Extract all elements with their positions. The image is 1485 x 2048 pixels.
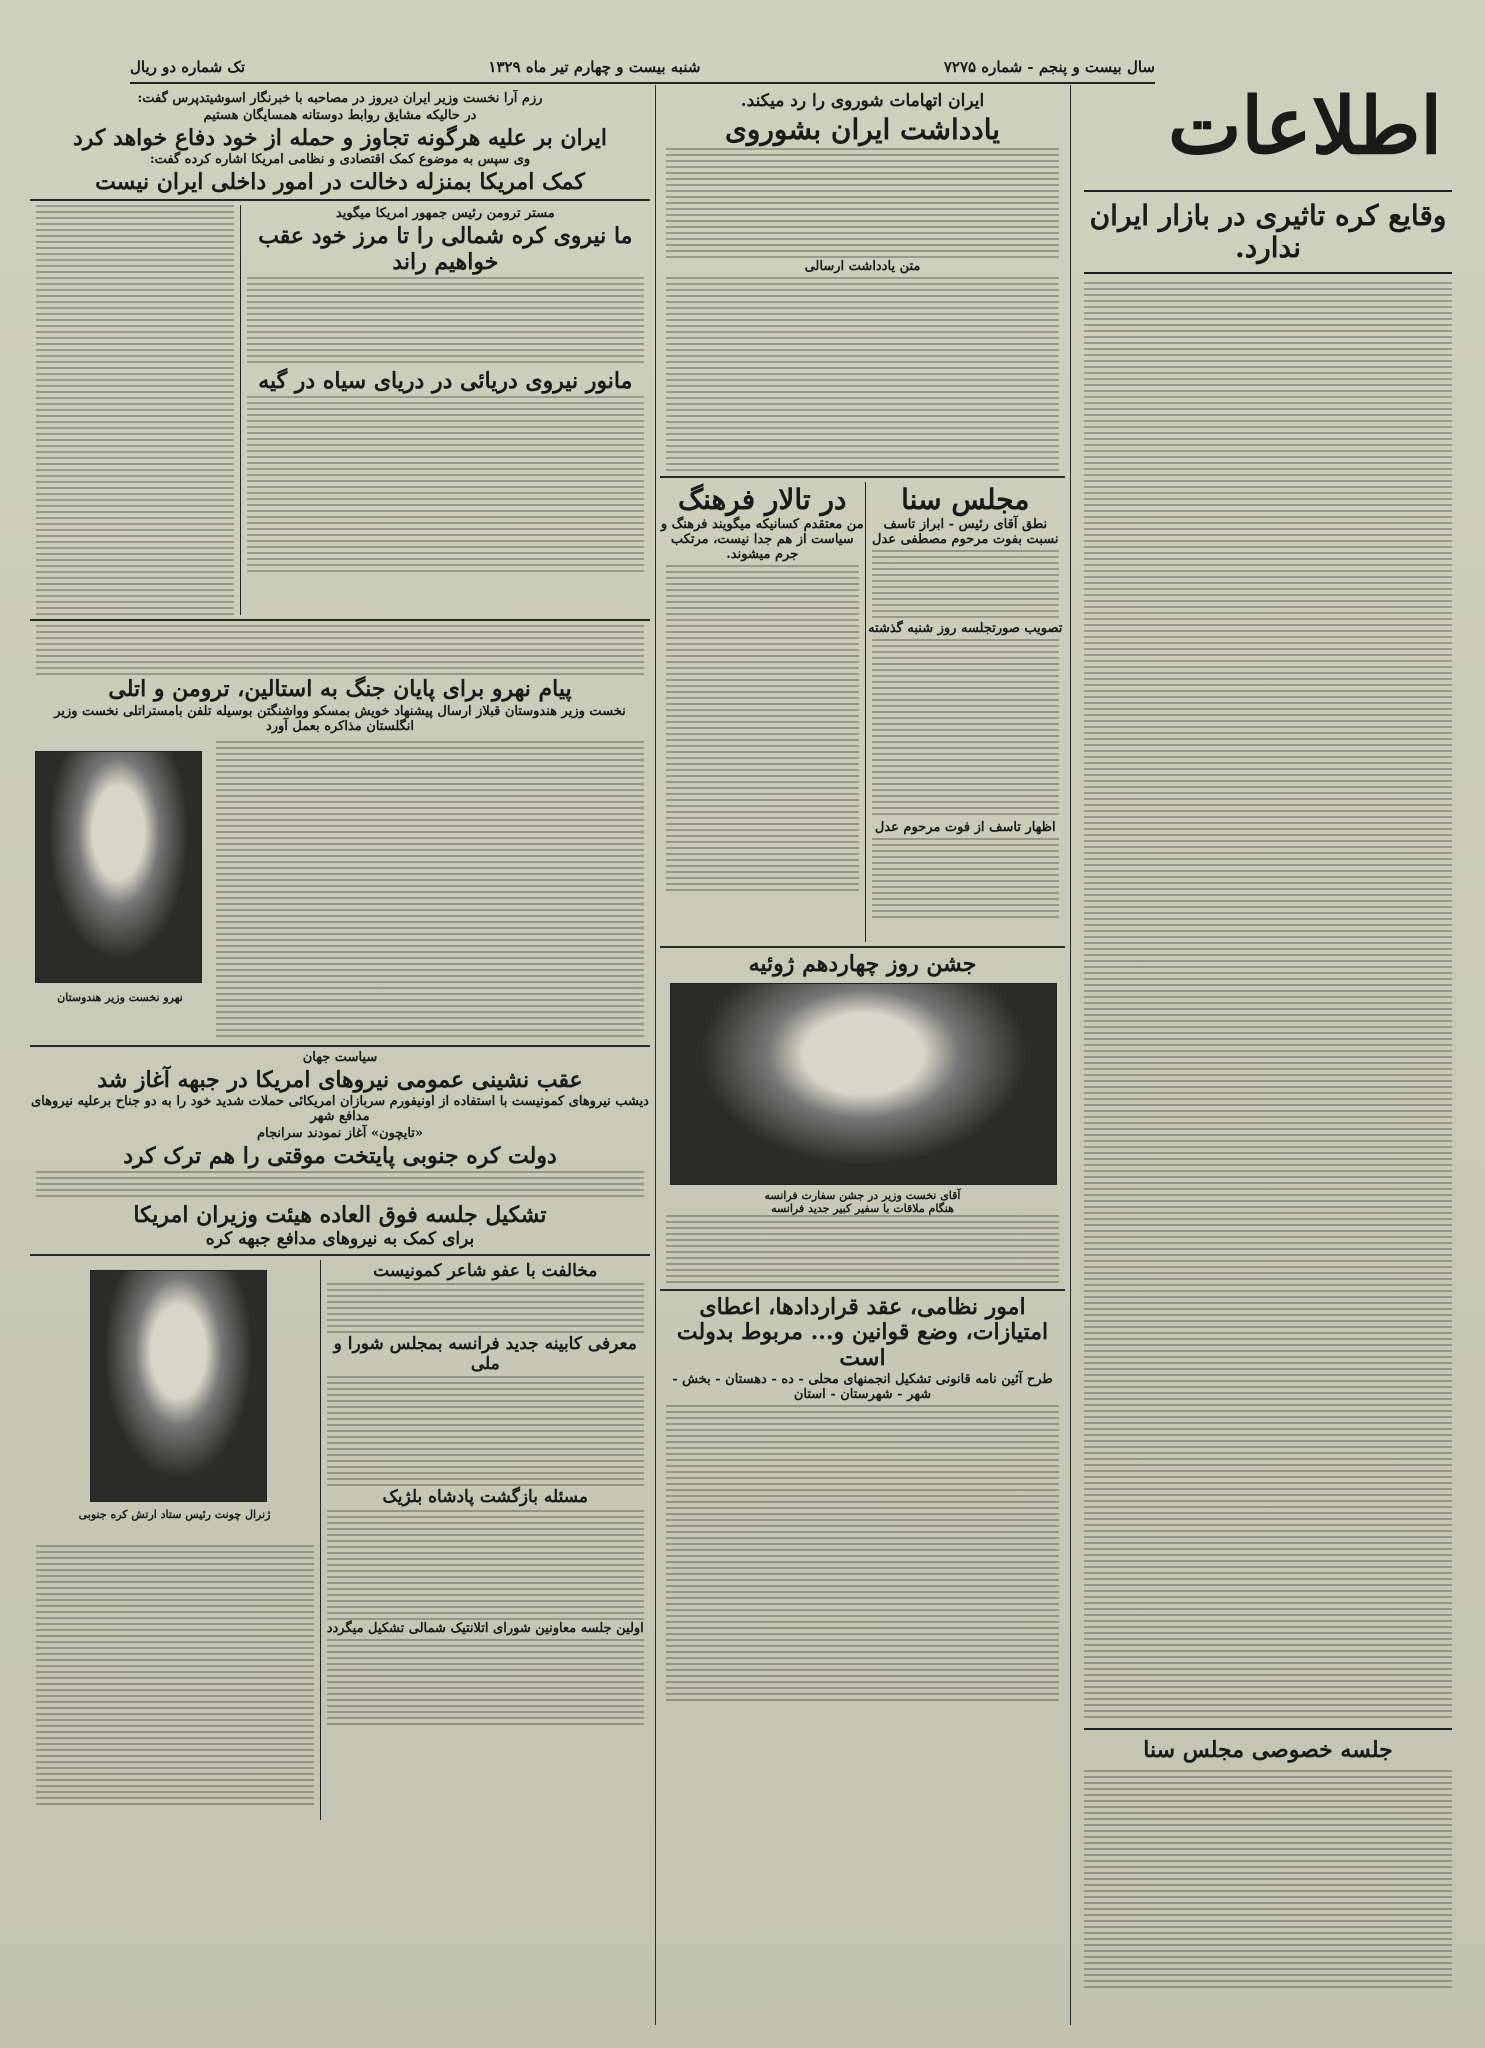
subhead-nehru: نخست وزیر هندوستان قبلاز ارسال پیشنهاد خویش بمسکو وواشنگتن بوسیله تلفن بامستراتلی نخست وزیر انگلستان مذاکره بعمل آورد — [54, 703, 626, 734]
article-body — [30, 625, 650, 675]
article-body — [30, 1171, 650, 1201]
photo-embassy-reception — [670, 983, 1057, 1185]
article-body — [241, 277, 650, 367]
subhead-taejon: «تایچون» آغاز نمودند سرانجام — [256, 1125, 424, 1141]
article-body — [321, 1283, 650, 1333]
section-rule — [30, 199, 650, 201]
section-world-politics: سیاست جهان — [302, 1049, 378, 1065]
headline-senate: مجلس سنا — [901, 482, 1030, 516]
section-rule — [660, 1289, 1065, 1291]
subhead-cabinet: برای کمک به نیروهای مدافع جبهه کره — [205, 1229, 475, 1250]
section-rule — [30, 619, 650, 621]
date-bar — [130, 52, 1155, 84]
caption-embassy: آقای نخست وزیر در جشن سفارت فرانسه — [764, 1188, 961, 1202]
caption-nehru: نهرو نخست وزیر هندوستان — [57, 990, 183, 1004]
article-body — [30, 1545, 320, 1805]
issue-price: تک شماره دو ریال — [130, 58, 245, 76]
column-rule — [1070, 85, 1071, 2025]
subhead-local-councils: طرح آئین نامه قانونی تشکیل انجمنهای محلی - ده - دهستان - بخش - شهر - شهرستان - استان — [672, 1371, 1053, 1402]
headline-iran-defend: ایران بر علیه هرگونه تجاوز و حمله از خود دفاع خواهد کرد — [72, 124, 608, 151]
subhead-culture: من معتقدم کسانیکه میگویند فرهنگ و سیاست از هم جدا نیست، مرتکب جرم میشوند. — [660, 516, 864, 562]
headline-us-aid: کمک امریکا بمنزله دخالت در امور داخلی ایران نیست — [95, 169, 585, 196]
caption-embassy-2: هنگام ملاقات با سفیر کبیر جدید فرانسه — [771, 1201, 954, 1215]
kicker-soviet: ایران اتهامات شوروی را رد میکند. — [740, 91, 985, 111]
article-body — [321, 1376, 650, 1486]
article-body — [660, 277, 1065, 472]
headline-nehru: پیام نهرو برای پایان جنگ به استالین، ترومن و اتلی — [108, 676, 572, 703]
photo-nehru — [35, 751, 202, 983]
article-body — [660, 148, 1065, 258]
subhead-us-aid: وی سپس به موضوع کمک اقتصادی و نظامی امریکا اشاره کرده گفت: — [149, 152, 531, 168]
article-body — [30, 205, 240, 615]
article-body — [1078, 282, 1458, 1722]
article-body — [866, 550, 1066, 620]
kicker-truman: مستر ترومن رئیس جمهور امریکا میگوید — [335, 206, 555, 222]
section-rule — [660, 476, 1065, 478]
article-body — [321, 1639, 650, 1729]
column-right — [1078, 190, 1458, 2020]
headline-truman: ما نیروی کره شمالی را تا مرز خود عقب خواهیم راند — [258, 223, 633, 275]
headline-belgium: مسئله بازگشت پادشاه بلژیک — [382, 1487, 588, 1508]
headline-cabinet: تشکیل جلسه فوق العاده هیئت وزیران امریکا — [133, 1201, 547, 1228]
section-rule — [660, 946, 1065, 948]
headline-july14: جشن روز چهاردهم ژوئیه — [748, 950, 977, 977]
headline-poet: مخالفت با عفو شاعر کمونیست — [373, 1260, 598, 1281]
subhead-senate-adl: اظهار تاسف از فوت مرحوم عدل — [874, 819, 1056, 835]
section-rule — [30, 1045, 650, 1047]
column-middle — [660, 90, 1065, 2020]
headline-france-cabinet: معرفی کابینه جدید فرانسه بمجلس شورا و ملی — [333, 1334, 637, 1374]
article-body — [321, 1510, 650, 1620]
subhead-retreat: دیشب نیروهای کمونیست با استفاده از اونیفورم سربازان امریکائی حملات شدید خود را به دو جناح برعلیه نیروهای مدافع شهر — [31, 1093, 649, 1124]
column-left — [30, 90, 650, 2020]
headline-korea-market: وقایع کره تاثیری در بازار ایران ندارد. — [1089, 199, 1447, 265]
article-body — [660, 565, 865, 895]
subhead-neighbors: در حالیکه مشایق روابط دوستانه همسایگان هستیم — [203, 107, 477, 123]
article-body — [866, 838, 1066, 918]
article-body — [660, 1405, 1065, 1705]
photo-general — [90, 1270, 267, 1502]
issue-date: شنبه بیست و چهارم تیر ماه ۱۳۲۹ — [488, 58, 701, 76]
article-body — [1078, 1770, 1458, 1990]
article-body — [241, 396, 650, 576]
headline-note-soviet: یادداشت ایران بشوروی — [724, 112, 1001, 146]
subhead-senate: نطق آقای رئیس - ابراز تاسف نسبت بفوت مرحوم مصطفی عدل — [872, 516, 1059, 547]
issue-number: سال بیست و پنجم - شماره ۷۲۷۵ — [943, 58, 1155, 76]
caption-general: ژنرال چونت رئیس ستاد ارتش کره جنوبی — [78, 1507, 271, 1521]
kicker-razmara: رزم آرا نخست وزیر ایران دیروز در مصاحبه با خبرنگار اسوشیتدپرس گفت: — [137, 91, 543, 106]
subhead-note-text: متن یادداشت ارسالی — [804, 258, 921, 274]
article-body — [210, 741, 650, 1041]
headline-senate-private: جلسه خصوصی مجلس سنا — [1143, 1737, 1393, 1764]
masthead-logo: اطلاعات — [1167, 81, 1443, 172]
article-body — [866, 639, 1066, 819]
section-rule — [30, 1254, 650, 1256]
article-body — [660, 1215, 1065, 1285]
column-rule — [655, 85, 656, 2025]
headline-retreat: عقب نشینی عمومی نیروهای امریکا در جبهه آغاز شد — [97, 1066, 583, 1093]
headline-military-affairs: امور نظامی، عقد قراردادها، اعطای امتیازات، وضع قوانین و... مربوط بدولت است — [676, 1293, 1049, 1371]
subhead-senate-minutes: تصویب صورتجلسه روز شنبه گذشته — [868, 620, 1063, 636]
headline-maneuver: مانور نیروی دریائی در دریای سیاه در گیه — [258, 367, 633, 394]
headline-capital: دولت کره جنوبی پایتخت موقتی را هم ترک کرد — [123, 1142, 557, 1169]
headline-atlantic: اولین جلسه معاونین شورای اتلانتیک شمالی تشکیل میگردد — [326, 1620, 644, 1636]
headline-culture-hall: در تالار فرهنگ — [678, 482, 847, 516]
